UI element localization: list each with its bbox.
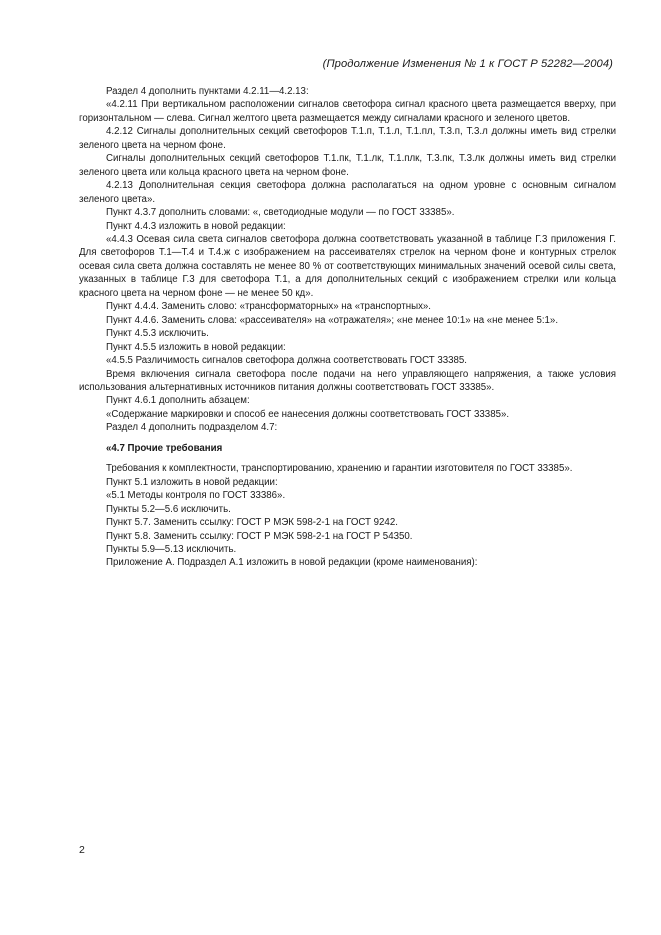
- paragraph: «4.5.5 Различимость сигналов светофора должна соответствовать ГОСТ 33385.: [106, 355, 467, 367]
- paragraph: 4.2.12 Сигналы дополнительных секций светофоров Т.1.п, Т.1.л, Т.1.пл, Т.3.п, Т.3.л должны иметь вид стрелки зеленого цвета на черном фоне.: [79, 126, 616, 151]
- document-body: [79, 85, 616, 570]
- paragraph: Пункт 4.3.7 дополнить словами: «, светодиодные модули — по ГОСТ 33385».: [106, 207, 455, 219]
- paragraph: 4.2.13 Дополнительная секция светофора должна располагаться на одном уровне с основным сигналом зеленого цвета».: [79, 180, 616, 205]
- paragraph: Требования к комплектности, транспортированию, хранению и гарантии изготовителя по ГОСТ 33385».: [106, 463, 573, 475]
- paragraph: Пункт 5.7. Заменить ссылку: ГОСТ Р МЭК 598-2-1 на ГОСТ 9242.: [106, 517, 398, 529]
- paragraph: «4.4.3 Осевая сила света сигналов светофора должна соответствовать указанной в таблице Г.3 приложения Г. Для светофоров Т.1—Т.4 и Т.4.ж с изображением на рассеивателях стрелок на черном фоне и контурных стрелок осевая сила света должна составлять не менее 80 % от соответствующих минимальных значений осевой силы света, указанных в таблице Г.3 для светофора Т.1, а для дополнительных секций с изображением стрелки или кольца красного цвета на черном фоне — не менее 50 кд».: [79, 233, 616, 299]
- paragraph: Раздел 4 дополнить пунктами 4.2.11—4.2.13:: [106, 86, 309, 97]
- paragraph: «Содержание маркировки и способ ее нанесения должны соответствовать ГОСТ 33385».: [106, 408, 510, 420]
- paragraph: Пункты 5.2—5.6 исключить.: [106, 503, 231, 515]
- paragraph: Пункт 4.4.6. Заменить слова: «рассеивателя» на «отражателя»; «не менее 10:1» на «не менее 5:1».: [106, 314, 559, 326]
- paragraph: Сигналы дополнительных секций светофоров Т.1.пк, Т.1.лк, Т.1.плк, Т.3.пк, Т.3.лк должны иметь вид стрелки зеленого цвета или кольца красного цвета на черном фоне.: [79, 153, 616, 178]
- paragraph: Пункт 4.5.5 изложить в новой редакции:: [106, 341, 286, 353]
- section-heading: «4.7 Прочие требования: [106, 442, 223, 454]
- paragraph: Пункт 5.1 изложить в новой редакции:: [106, 476, 278, 488]
- paragraph: Пункт 5.8. Заменить ссылку: ГОСТ Р МЭК 598-2-1 на ГОСТ Р 54350.: [106, 530, 413, 542]
- page-number: 2: [79, 844, 85, 856]
- paragraph: Раздел 4 дополнить подразделом 4.7:: [106, 422, 278, 434]
- paragraph: Пункт 4.4.4. Заменить слово: «трансформаторных» на «транспортных».: [106, 301, 432, 313]
- paragraph: «5.1 Методы контроля по ГОСТ 33386».: [106, 490, 286, 502]
- paragraph: Пункт 4.4.3 изложить в новой редакции:: [106, 220, 286, 232]
- paragraph: «4.2.11 При вертикальном расположении сигналов светофора сигнал красного цвета размещается вверху, при горизонтальном — слева. Сигнал желтого цвета размещается между сигналами красного и зеленого цветов.: [79, 99, 616, 124]
- paragraph: Пункт 4.5.3 исключить.: [106, 328, 209, 340]
- paragraph: Время включения сигнала светофора после подачи на него управляющего напряжения, а также условия использования альтернативных источников питания должны соответствовать ГОСТ 33385».: [79, 368, 616, 393]
- running-header: (Продолжение Изменения № 1 к ГОСТ Р 52282—2004): [322, 58, 613, 70]
- paragraph: Пункт 4.6.1 дополнить абзацем:: [106, 395, 250, 407]
- paragraph: Пункты 5.9—5.13 исключить.: [106, 543, 237, 555]
- paragraph: Приложение А. Подраздел А.1 изложить в новой редакции (кроме наименования):: [106, 557, 478, 569]
